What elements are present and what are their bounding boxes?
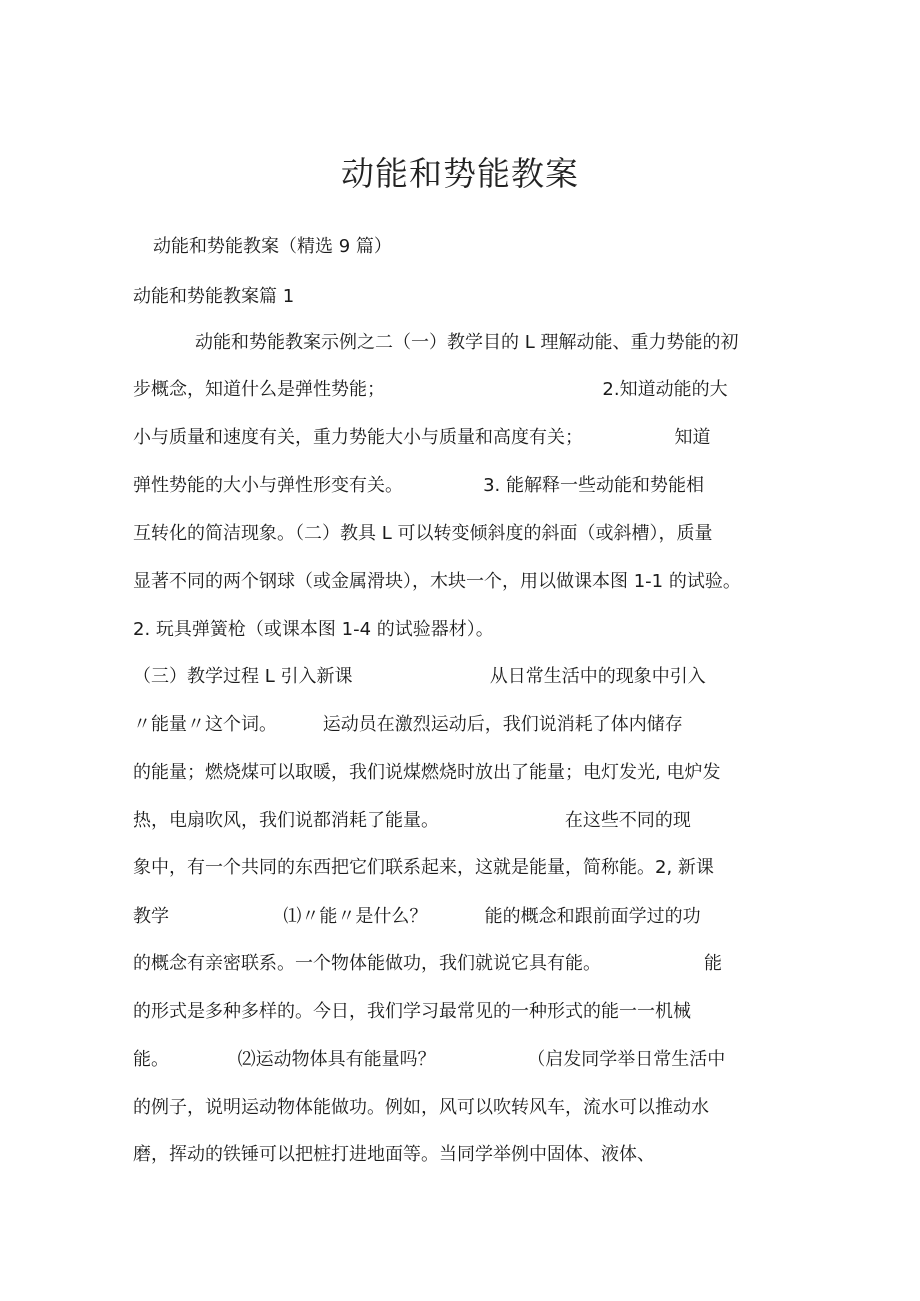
- body-line: （三）教学过程 L 引入新课 从日常生活中的现象中引入: [133, 666, 706, 687]
- body-line: 磨，挥动的铁锤可以把桩打进地面等。当同学举例中固体、液体、: [133, 1144, 655, 1165]
- body-line: 显著不同的两个钢球（或金属滑块），木块一个，用以做课本图 1-1 的试验。: [133, 571, 741, 592]
- body-line: 的能量；燃烧煤可以取暖，我们说煤燃烧时放出了能量；电灯发光, 电炉发: [133, 762, 721, 783]
- body-line: 热，电扇吹风，我们说都消耗了能量。 在这些不同的现: [133, 810, 691, 831]
- body-line: 动能和势能教案示例之二（一）教学目的 L 理解动能、重力势能的初: [195, 332, 739, 353]
- body-line: 互转化的简洁现象。（二）教具 L 可以转变倾斜度的斜面（或斜槽），质量: [133, 523, 713, 544]
- body-line: 的概念有亲密联系。一个物体能做功，我们就说它具有能。 能: [133, 953, 722, 974]
- body-line: 2. 玩具弹簧枪（或课本图 1-4 的试验器材）。: [133, 619, 494, 640]
- body-line: 教学 ⑴〃能〃是什么？ 能的概念和跟前面学过的功: [133, 906, 701, 927]
- body-line: 象中，有一个共同的东西把它们联系起来，这就是能量，简称能。2, 新课: [133, 857, 714, 878]
- body-line: 小与质量和速度有关，重力势能大小与质量和高度有关； 知道: [133, 427, 711, 448]
- section-heading: 动能和势能教案篇 1: [133, 286, 295, 307]
- body-line: 的例子，说明运动物体能做功。例如，风可以吹转风车，流水可以推动水: [133, 1097, 709, 1118]
- body-line: 弹性势能的大小与弹性形变有关。 3. 能解释一些动能和势能相: [133, 475, 704, 496]
- body-line: 〃能量〃这个词。 运动员在激烈运动后，我们说消耗了体内储存: [133, 714, 683, 735]
- body-line: 能。 ⑵运动物体具有能量吗？ （启发同学举日常生活中: [133, 1049, 726, 1070]
- body-line: 步概念，知道什么是弹性势能； 2.知道动能的大: [133, 379, 728, 400]
- page-title: 动能和势能教案: [341, 154, 579, 193]
- document-subtitle: 动能和势能教案（精选 9 篇）: [153, 236, 392, 257]
- body-line: 的形式是多种多样的。今日，我们学习最常见的一种形式的能一一机械: [133, 1001, 691, 1022]
